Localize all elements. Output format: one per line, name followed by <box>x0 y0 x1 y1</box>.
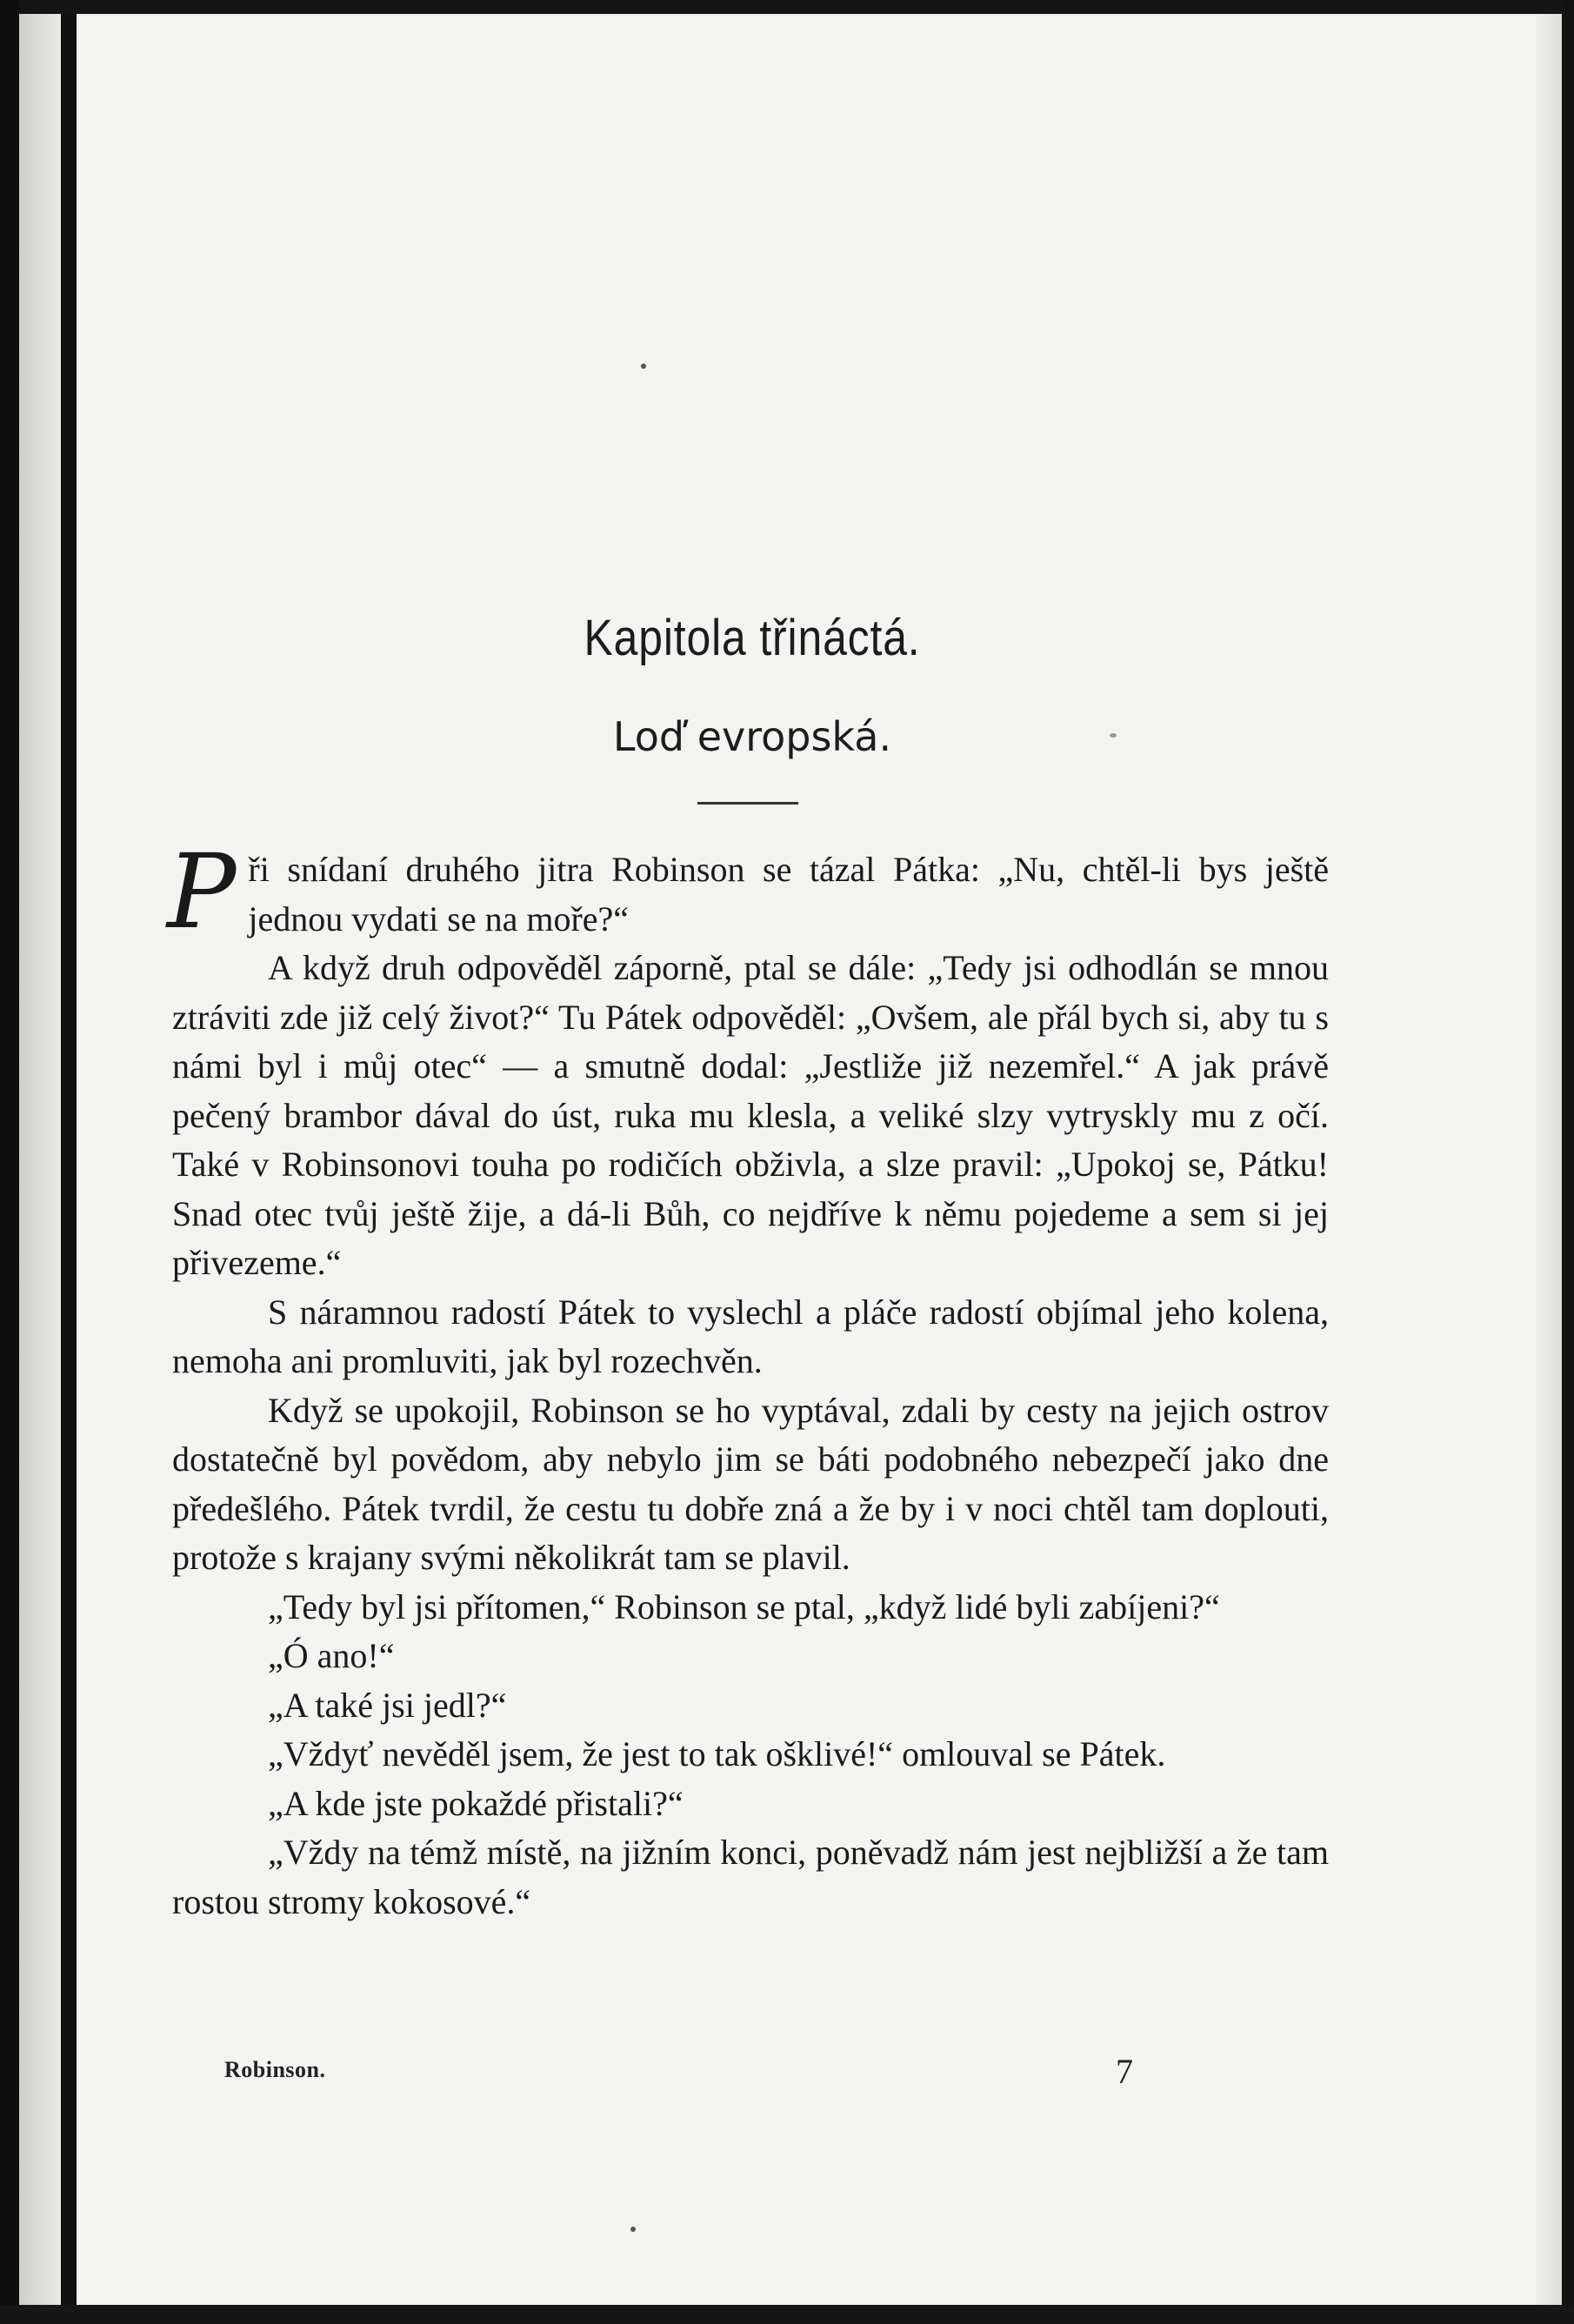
paragraph: „Ó ano!“ <box>268 1636 395 1675</box>
paragraph: A když druh odpověděl záporně, ptal se dále: „Tedy jsi odhodlán se mnou ztráviti zde již celý život?“ Tu Pátek odpověděl: „Ovšem, ale přál bych si, aby tu s námi byl i můj otec“ — a smutně dodal: „Jestliže již nezemřel.“ A jak právě pečený brambor dával do úst, ruka mu klesla, a veliké slzy vytryskly mu z očí. Také v Robinsonovi touha po rodičích obživla, a slze pravil: „Upokoj se, Pátku! Snad otec tvůj ještě žije, a dá-li Bůh, co nejdříve k němu pojedeme a sem si jej přivezeme.“ <box>172 948 1329 1282</box>
chapter-title: Kapitola třináctá. <box>584 610 921 666</box>
scan-border-bottom <box>0 2305 1574 2324</box>
chapter-body <box>167 831 1329 1927</box>
scan-binding-line <box>61 14 77 2324</box>
dust-speck <box>630 2227 636 2232</box>
paragraph: Když se upokojil, Robinson se ho vyptával, zdali by cesty na jejich ostrov dostatečně byl povědom, aby nebylo jim se báti podobného nebezpečí jako dne předešlého. Pátek tvrdil, že cestu tu dobře zná a že by i v noci chtěl tam doplouti, protože s krajany svými několikrát tam se plavil. <box>172 1390 1329 1577</box>
page-number: 7 <box>1116 2052 1133 2091</box>
dust-speck <box>641 364 646 369</box>
page-gutter-shade <box>19 14 61 2324</box>
paragraph-text: ři snídaní druhého jitra Robinson se tázal Pátka: „Nu, chtěl-li bys ještě jednou vydati se na moře?“ <box>248 850 1329 938</box>
paragraph <box>167 831 1329 952</box>
paragraph: „Vždyť nevěděl jsem, že jest to tak ošklivé!“ omlouval se Pátek. <box>268 1734 1166 1773</box>
title-divider <box>697 802 798 805</box>
scan-border-right <box>1562 0 1574 2324</box>
drop-cap: P <box>167 831 237 952</box>
paragraph: „A kde jste pokaždé přistali?“ <box>268 1783 684 1823</box>
page-edge-shade <box>1536 14 1562 2324</box>
footer-book-title: Robinson. <box>224 2057 326 2082</box>
chapter-subtitle: Loď evropská. <box>612 713 892 760</box>
paragraph: „Tedy byl jsi přítomen,“ Robinson se ptal, „když lidé byli zabíjeni?“ <box>268 1586 1220 1626</box>
scan-border-top <box>0 0 1574 14</box>
paragraph: S náramnou radostí Pátek to vyslechl a pláče radostí objímal jeho kolena, nemoha ani promluviti, jak byl rozechvěn. <box>172 1292 1329 1380</box>
paragraph: „Vždy na témž místě, na jižním konci, poněvadž nám jest nejbližší a že tam rostou stromy kokosové.“ <box>172 1833 1329 1921</box>
paragraph: „A také jsi jedl?“ <box>268 1685 507 1725</box>
scan-border-left <box>0 0 19 2324</box>
